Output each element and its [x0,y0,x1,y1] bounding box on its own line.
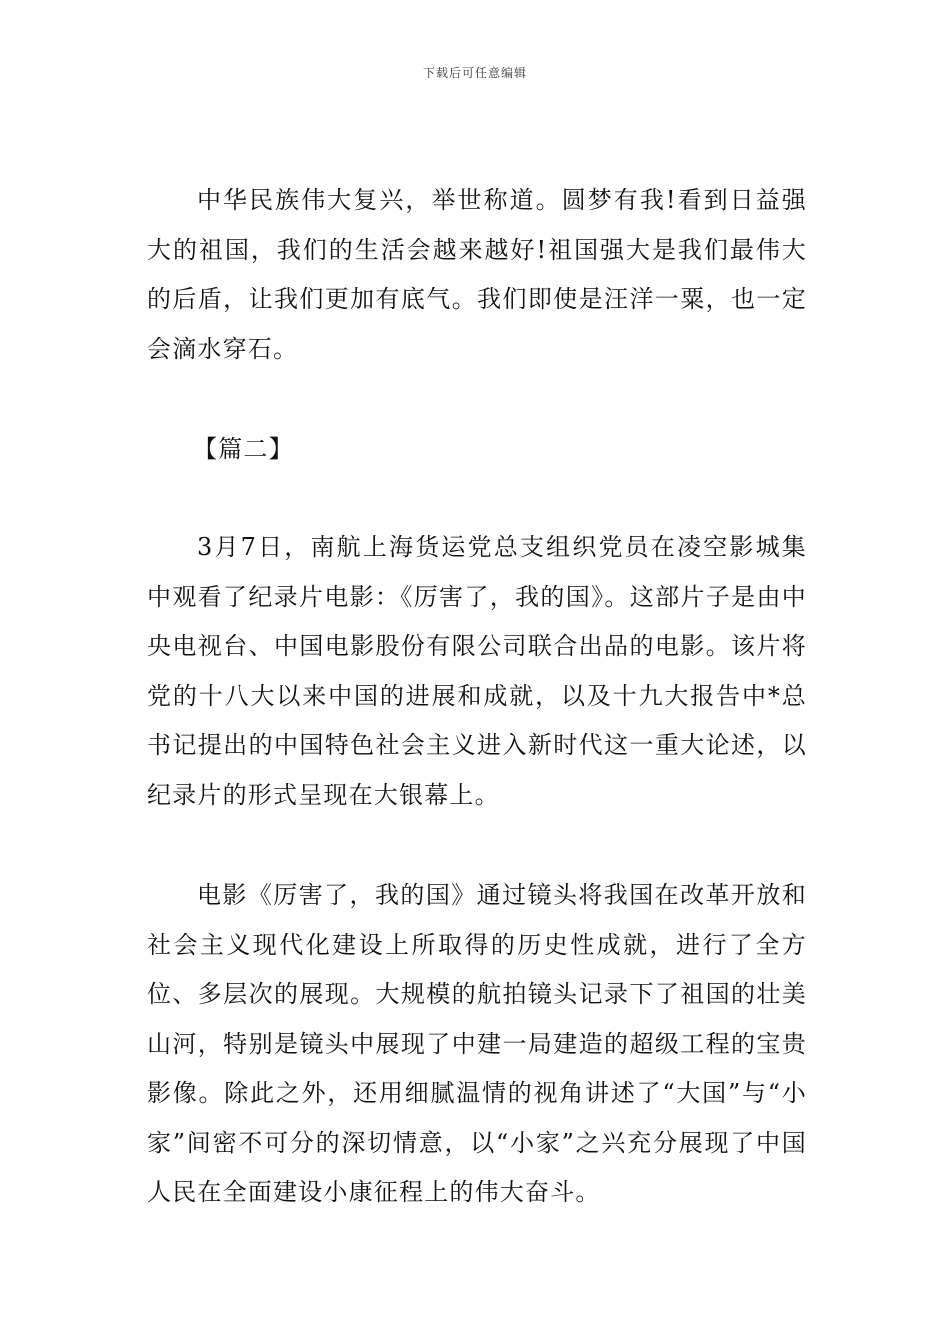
paragraph-3 [147,871,807,1218]
page-header: 下载后可任意编辑 [422,66,527,80]
paragraph-2-text: 3月7日，南航上海货运党总支组织党员在凌空影城集中观看了纪录片电影：《厉害了，我的国》。这部片子是由中央电视台、中国电影股份有限公司联合出品的电影。该片将党的十八大以来中国的进展和成就，以及十九大报告中*总书记提出的中国特色社会主义进入新时代这一重大论述，以纪录片的形式呈现在大银幕上。 [147,533,807,809]
paragraph-3-text: 电影《厉害了，我的国》通过镜头将我国在改革开放和社会主义现代化建设上所取得的历史性成就，进行了全方位、多层次的展现。大规模的航拍镜头记录下了祖国的壮美山河，特别是镜头中展现了中建一局建造的超级工程的宝贵影像。除此之外，还用细腻温情的视角讲述了“大国”与“小家”间密不可分的深切情意，以“小家”之兴充分展现了中国人民在全面建设小康征程上的伟大奋斗。 [147,881,807,1206]
paragraph-2 [147,523,807,820]
section-heading: 【篇二】 [193,435,294,463]
paragraph-1 [147,176,807,374]
paragraph-1-text: 中华民族伟大复兴，举世称道。圆梦有我!看到日益强大的祖国，我们的生活会越来越好!祖国强大是我们最伟大的后盾，让我们更加有底气。我们即使是汪洋一粟，也一定会滴水穿石。 [147,186,807,363]
